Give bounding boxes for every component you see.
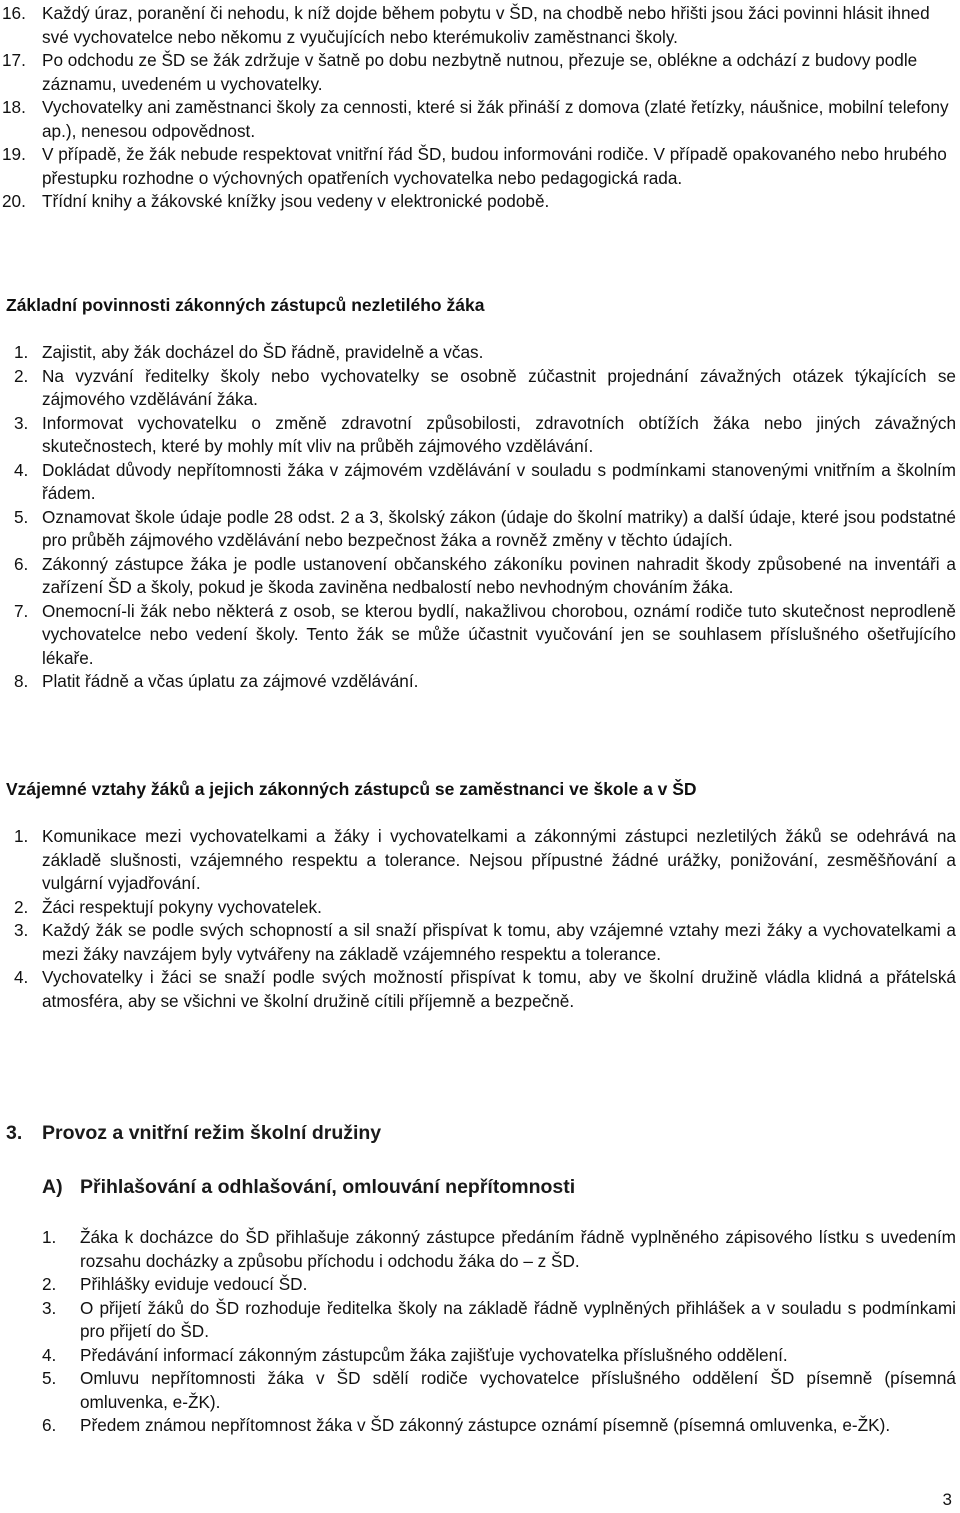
list-item [14, 459, 956, 506]
item-text: Vychovatelky i žáci se snaží podle svých možností přispívat k tomu, aby ve školní družině vládla klidná a přátelská atmosféra, aby se všichni ve školní družině cítili příjemně a bezpečně. [42, 967, 956, 1011]
list-item [42, 1297, 956, 1344]
item-text: Oznamovat škole údaje podle 28 odst. 2 a 3, školský zákon (údaje do školní matriky) a další údaje, které jsou podstatné pro průběh zájmového vzdělávání nebo bezpečnost žáka a rovněž změny v těchto údajích. [42, 506, 956, 550]
item-text: Onemocní-li žák nebo některá z osob, se kterou bydlí, nakažlivou chorobou, oznámí rodiče tuto skutečnost neprodleně vychovatelce nebo vedení školy. Tento žák se může účastnit vyučování jen se souhlasem příslušného ošetřujícího lékaře. [42, 600, 956, 668]
item-number: 1. [14, 826, 29, 846]
list-item [42, 1226, 956, 1273]
item-number: 8. [14, 671, 29, 691]
item-text: Každý úraz, poranění či nehodu, k níž dojde během pobytu v ŠD, na chodbě nebo hřišti jsou žáci povinni hlásit ihned své vychovatelce nebo někomu z vyučujících nebo kterémukoliv zaměstnanci školy. [42, 3, 930, 47]
list-item [14, 341, 956, 365]
item-text: Platit řádně a včas úplatu za zájmové vzdělávání. [42, 671, 419, 691]
item-text: Omluvu nepřítomnosti žáka v ŠD sdělí rodiče vychovatelce příslušného oddělení ŠD písemně (písemná omluvenka, e-ŽK). [80, 1368, 956, 1412]
item-number: 20. [2, 191, 26, 211]
list-item [2, 143, 954, 190]
item-text: Přihlášky eviduje vedoucí ŠD. [80, 1274, 308, 1294]
subsection-title: Přihlašování a odhlašování, omlouvání nepřítomnosti [80, 1176, 576, 1198]
item-text: Po odchodu ze ŠD se žák zdržuje v šatně po dobu nezbytně nutnou, přezuje se, oblékne a odchází z budovy podle záznamu, uvedeném u vychovatelky. [42, 50, 918, 94]
item-text: Zákonný zástupce žáka je podle ustanovení občanského zákoníku povinen nahradit škody způsobené na inventáři a zařízení ŠD a školy, pokud je škoda zaviněna nedbalostí nebo nevhodným chováním žáka. [42, 553, 956, 597]
item-text: Předem známou nepřítomnost žáka v ŠD zákonný zástupce oznámí písemně (písemná omluvenka, e-ŽK). [80, 1415, 891, 1435]
item-number: 5. [42, 1368, 57, 1388]
list-item [14, 365, 956, 412]
section-heading-parents: Základní povinnosti zákonných zástupců nezletilého žáka [6, 295, 485, 315]
subsection-letter: A) [42, 1176, 63, 1198]
list-item [2, 190, 954, 214]
item-number: 3. [42, 1297, 57, 1318]
item-text: Na vyzvání ředitelky školy nebo vychovatelky se osobně zúčastnit projednání závažných otázek týkajících se zájmového vzdělávání žáka. [42, 365, 956, 409]
page-number: 3 [942, 1489, 952, 1509]
item-text: Komunikace mezi vychovatelkami a žáky i vychovatelkami a zákonnými zástupci nezletilých žáků se odehrává na základě slušnosti, vzájemného respektu a tolerance. Nejsou přípustné žádné urážky, ponižování, zesměšňování a vulgární vyjadřování. [42, 826, 956, 893]
item-text: Třídní knihy a žákovské knížky jsou vedeny v elektronické podobě. [42, 191, 550, 211]
item-number: 2. [14, 896, 29, 917]
list-item [14, 896, 956, 920]
item-number: 4. [14, 967, 29, 987]
item-text: Každý žák se podle svých schopností a sil snaží přispívat k tomu, aby vzájemné vztahy mezi žáky a vychovatelkami a mezi žáky navzájem byly vytvářeny na základě vzájemného respektu a tolerance. [42, 920, 956, 964]
list-item [2, 96, 954, 143]
list-item [42, 1414, 956, 1438]
item-number: 6. [14, 553, 29, 574]
item-text: Vychovatelky ani zaměstnanci školy za cennosti, které si žák přináší z domova (zlaté řetízky, náušnice, mobilní telefony ap.), nenesou odpovědnost. [42, 97, 949, 141]
rules-list-continued [2, 2, 954, 214]
section-3-number: 3. [6, 1122, 23, 1144]
item-text: Zajistit, aby žák docházel do ŠD řádně, pravidelně a včas. [42, 342, 484, 362]
item-text: Žáka k docházce do ŠD přihlašuje zákonný zástupce předáním řádně vyplněného zápisového lístku s uvedením rozsahu docházky a způsobu příchodu i odchodu žáka do – z ŠD. [80, 1227, 956, 1271]
item-text: Žáci respektují pokyny vychovatelek. [42, 896, 322, 917]
item-number: 1. [14, 342, 29, 362]
item-number: 5. [14, 506, 29, 527]
list-item [2, 2, 954, 49]
item-number: 2. [42, 1274, 57, 1294]
registration-list [42, 1226, 956, 1438]
list-item [14, 670, 956, 694]
item-text: O přijetí žáků do ŠD rozhoduje ředitelka školy na základě řádně vyplněných přihlášek a v souladu s podmínkami pro přijetí do ŠD. [80, 1297, 956, 1341]
item-number: 16. [2, 3, 26, 23]
item-text: V případě, že žák nebude respektovat vnitřní řád ŠD, budou informováni rodiče. V případě opakovaného nebo hrubého přestupku rozhodne o výchovných opatřeních vychovatelka nebo pedagogická rada. [42, 144, 947, 188]
item-text: Předávání informací zákonným zástupcům žáka zajišťuje vychovatelka příslušného oddělení. [80, 1344, 788, 1365]
item-number: 7. [14, 600, 29, 621]
relations-list [14, 825, 956, 1013]
item-number: 3. [14, 412, 29, 433]
item-text: Dokládat důvody nepřítomnosti žáka v zájmovém vzdělávání v souladu s podmínkami stanovenými vnitřním a školním řádem. [42, 459, 956, 503]
parents-duties-list [14, 341, 956, 694]
list-item [42, 1344, 956, 1368]
item-number: 2. [14, 365, 29, 386]
item-number: 1. [42, 1227, 57, 1247]
list-item [14, 506, 956, 553]
item-number: 17. [2, 50, 26, 70]
list-item [2, 49, 954, 96]
list-item [14, 825, 956, 896]
list-item [14, 553, 956, 600]
list-item [14, 412, 956, 459]
list-item [14, 919, 956, 966]
item-number: 6. [42, 1415, 57, 1435]
section-3-title: Provoz a vnitřní režim školní družiny [42, 1122, 382, 1144]
list-item [42, 1273, 956, 1297]
item-number: 4. [14, 459, 29, 480]
list-item [14, 966, 956, 1013]
list-item [42, 1367, 956, 1414]
item-number: 3. [14, 920, 29, 940]
item-number: 4. [42, 1344, 57, 1365]
section-heading-relations: Vzájemné vztahy žáků a jejich zákonných zástupců se zaměstnanci ve škole a v ŠD [6, 779, 697, 799]
item-number: 19. [2, 144, 26, 164]
list-item [14, 600, 956, 671]
item-text: Informovat vychovatelku o změně zdravotní způsobilosti, zdravotních obtížích žáka nebo jiných závažných skutečnostech, které by mohly mít vliv na průběh zájmového vzdělávání. [42, 412, 956, 456]
item-number: 18. [2, 97, 26, 117]
